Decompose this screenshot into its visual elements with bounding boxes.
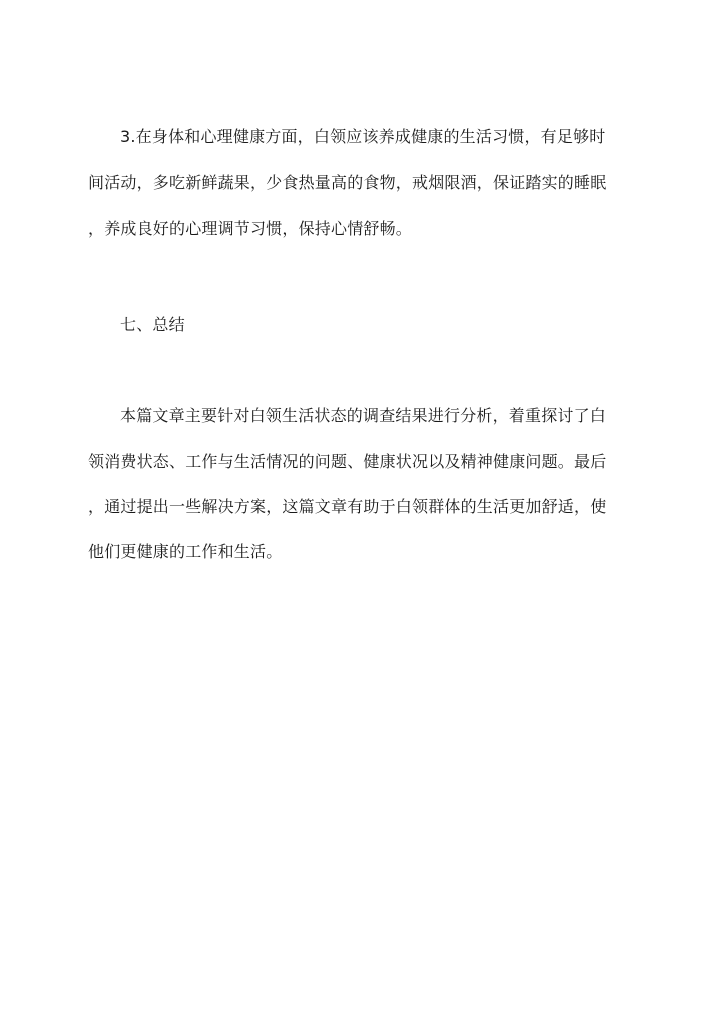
paragraph-3-line-2: 间活动，多吃新鲜蔬果，少食热量高的食物，戒烟限酒，保证踏实的睡眠 [88,173,607,192]
summary-line-4: 他们更健康的工作和生活。 [88,542,283,561]
summary-line-2: 领消费状态、工作与生活情况的问题、健康状况以及精神健康问题。最后 [88,452,607,471]
summary-line-1: 本篇文章主要针对白领生活状态的调查结果进行分析，着重探讨了白 [120,406,607,425]
summary-line-3: ，通过提出一些解决方案，这篇文章有助于白领群体的生活更加舒适，使 [88,497,607,516]
paragraph-3-line-3: ，养成良好的心理调节习惯，保持心情舒畅。 [88,219,413,238]
section-heading: 七、总结 [120,315,185,334]
paragraph-3-line-1: 3.在身体和心理健康方面，白领应该养成健康的生活习惯，有足够时 [120,127,606,146]
